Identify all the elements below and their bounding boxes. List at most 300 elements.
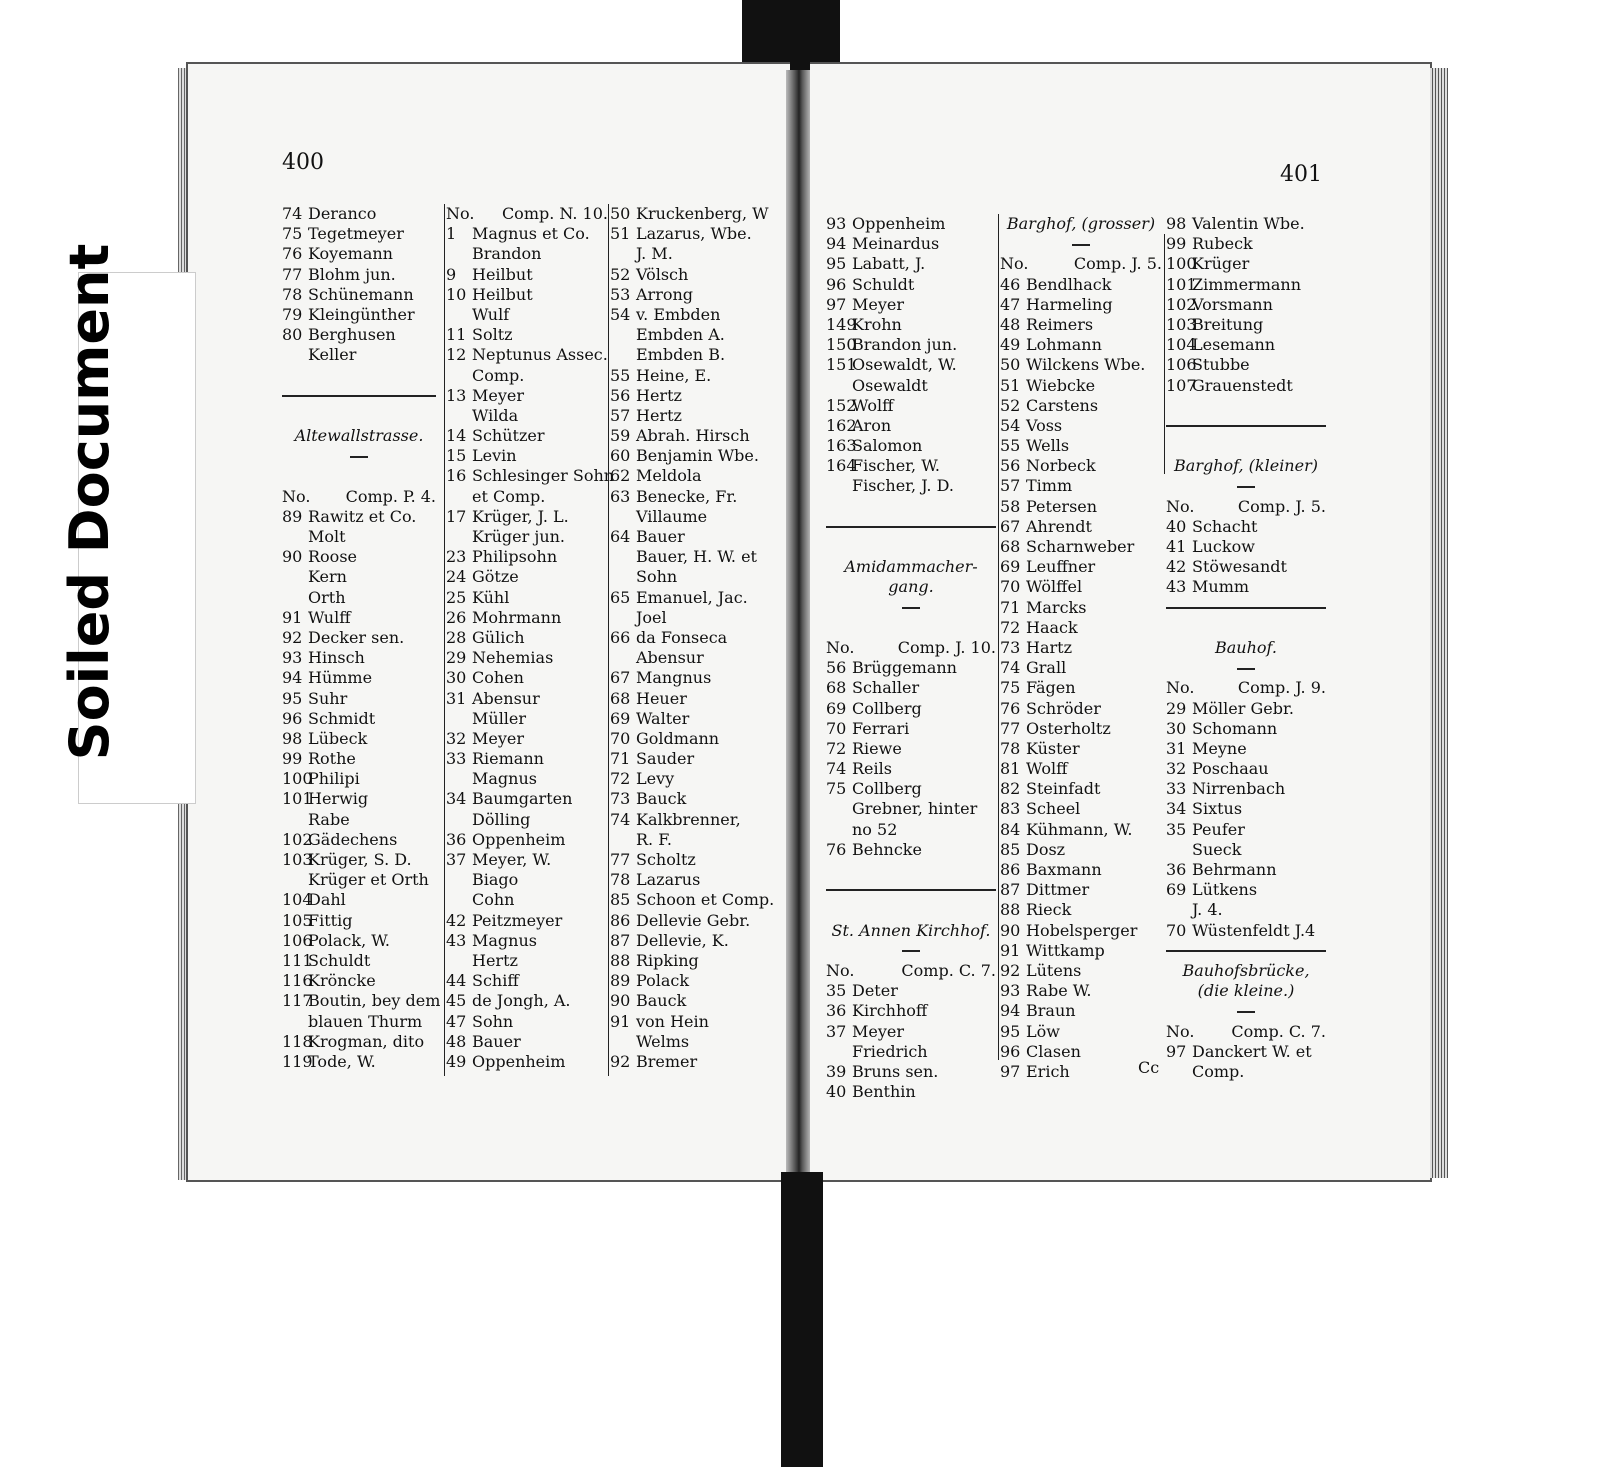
entry-number: 97 bbox=[1000, 1061, 1021, 1081]
entry-number: 81 bbox=[1000, 759, 1021, 779]
entry-name: Wolff bbox=[1026, 759, 1068, 779]
entry-name: Reils bbox=[852, 759, 892, 779]
entry-number: 67 bbox=[610, 668, 631, 688]
entry-number: 13 bbox=[446, 385, 467, 405]
list-item bbox=[446, 507, 608, 527]
list-item bbox=[446, 265, 608, 285]
entry-name: Schlesinger Sohn bbox=[472, 466, 615, 486]
entry-number: 101 bbox=[1166, 274, 1197, 294]
entry-name: Behrmann bbox=[1192, 860, 1277, 879]
entry-name: Comp. bbox=[472, 365, 525, 385]
entry-number bbox=[282, 870, 308, 890]
list-item bbox=[610, 870, 780, 890]
list-item bbox=[446, 810, 608, 830]
entry-number: 34 bbox=[446, 789, 467, 809]
entry-name: Scheel bbox=[1026, 799, 1081, 819]
list-item bbox=[1000, 577, 1162, 597]
entry-number: 12 bbox=[446, 345, 467, 365]
entry-number bbox=[282, 567, 308, 587]
list-item bbox=[610, 265, 780, 285]
entry-number: 29 bbox=[1166, 698, 1187, 718]
list-item bbox=[1000, 335, 1162, 355]
entry-name: Abensur bbox=[472, 688, 540, 708]
list-item bbox=[1000, 860, 1162, 880]
entry-name: Magnus bbox=[472, 930, 537, 950]
entry-number: 31 bbox=[1166, 738, 1187, 758]
entry-number: 77 bbox=[1000, 718, 1021, 738]
entry-name: Brandon jun. bbox=[852, 335, 958, 355]
entry-name: da Fonseca bbox=[636, 627, 728, 647]
list-item bbox=[1000, 678, 1162, 698]
entry-name: Danckert W. et bbox=[1192, 1041, 1312, 1061]
entry-name: Scholtz bbox=[636, 850, 696, 869]
spacer bbox=[826, 497, 996, 517]
list-item bbox=[826, 376, 996, 396]
entry-number: 25 bbox=[446, 587, 467, 607]
entry-number: 85 bbox=[610, 890, 631, 910]
entry-name: Krüger jun. bbox=[472, 527, 566, 546]
list-item bbox=[1000, 658, 1162, 678]
section-heading: Barghof, (kleiner) bbox=[1174, 456, 1318, 476]
entry-number: 69 bbox=[1000, 557, 1021, 577]
entry-name: Bruns sen. bbox=[852, 1061, 939, 1081]
entry-name: Schomann bbox=[1192, 718, 1278, 738]
entry-number: 53 bbox=[610, 284, 631, 304]
list-item bbox=[610, 911, 780, 931]
entry-number: 34 bbox=[1166, 799, 1187, 819]
entry-number: 44 bbox=[446, 971, 467, 991]
header-comp: Comp. J. 5. bbox=[1073, 254, 1162, 274]
entry-name: Collberg bbox=[852, 698, 922, 718]
list-item bbox=[1000, 840, 1162, 860]
spacer bbox=[826, 860, 996, 880]
list-item bbox=[446, 890, 608, 910]
entry-name: no 52 bbox=[852, 819, 898, 839]
entry-name: Poschaau bbox=[1192, 759, 1269, 779]
entry-name: Levy bbox=[636, 769, 675, 789]
entry-name: Wilckens Wbe. bbox=[1026, 355, 1146, 375]
entry-name: Sixtus bbox=[1192, 799, 1243, 819]
heading-dash bbox=[282, 446, 436, 466]
entry-name: Brandon bbox=[472, 244, 542, 264]
entry-number bbox=[610, 547, 636, 567]
entry-name: Abrah. Hirsch bbox=[636, 426, 750, 446]
entry-number bbox=[610, 244, 636, 264]
entry-number: 97 bbox=[826, 294, 847, 314]
entry-number bbox=[282, 588, 308, 608]
list-item bbox=[282, 1012, 436, 1032]
list-item bbox=[282, 789, 436, 809]
list-item bbox=[610, 406, 780, 426]
list-item bbox=[826, 1022, 996, 1042]
list-item bbox=[826, 678, 996, 698]
list-item bbox=[1166, 1042, 1326, 1062]
list-item bbox=[1000, 315, 1162, 335]
list-item bbox=[446, 285, 608, 305]
entry-number: 100 bbox=[1166, 254, 1197, 274]
list-item bbox=[826, 779, 996, 799]
list-item bbox=[282, 709, 436, 729]
entry-name: Tegetmeyer bbox=[308, 224, 404, 244]
section-heading: Bauhof. bbox=[1215, 637, 1277, 657]
entry-number bbox=[610, 325, 636, 345]
entry-name: Steinfadt bbox=[1026, 779, 1101, 799]
entry-number bbox=[446, 810, 472, 830]
entry-name: Rubeck bbox=[1192, 234, 1253, 254]
entry-name: Collberg bbox=[852, 779, 922, 799]
entry-number: 152 bbox=[826, 395, 857, 415]
entry-number: 47 bbox=[446, 1011, 467, 1031]
entry-name: Bendlhack bbox=[1026, 274, 1112, 294]
list-item bbox=[282, 810, 436, 830]
entry-number: 42 bbox=[1166, 557, 1187, 577]
entry-number: 119 bbox=[282, 1051, 313, 1071]
entry-name: Keller bbox=[308, 345, 357, 365]
entry-number bbox=[610, 567, 636, 587]
spacer bbox=[826, 900, 996, 920]
entry-number: 48 bbox=[446, 1031, 467, 1051]
heading-dash bbox=[826, 941, 996, 961]
entry-number: 88 bbox=[610, 950, 631, 970]
list-item bbox=[1166, 840, 1326, 860]
entry-name: Salomon bbox=[852, 436, 923, 456]
entry-name: Bauer, H. W. et bbox=[636, 547, 757, 567]
entry-name: Valentin Wbe. bbox=[1192, 214, 1305, 233]
list-item bbox=[1166, 335, 1326, 355]
entry-name: Benjamin Wbe. bbox=[636, 446, 759, 466]
list-item bbox=[1000, 799, 1162, 819]
entry-number: 87 bbox=[1000, 880, 1021, 900]
entry-number bbox=[446, 951, 472, 971]
list-item bbox=[826, 275, 996, 295]
entry-name: Bauer bbox=[636, 527, 685, 546]
entry-name: Schuldt bbox=[308, 950, 371, 970]
entry-number: 85 bbox=[1000, 839, 1021, 859]
entry-name: Gädechens bbox=[308, 829, 398, 849]
section-heading: (die kleine.) bbox=[1197, 981, 1295, 1001]
entry-number: 15 bbox=[446, 446, 467, 466]
list-item bbox=[610, 769, 780, 789]
right-column-2 bbox=[1000, 214, 1162, 1082]
entry-name: von Hein bbox=[636, 1011, 709, 1031]
entry-number: 28 bbox=[446, 627, 467, 647]
list-item bbox=[826, 355, 996, 375]
entry-name: Kruckenberg, W bbox=[636, 204, 769, 223]
entry-number: 33 bbox=[1166, 779, 1187, 799]
entry-name: Sohn bbox=[472, 1011, 514, 1031]
entry-number: 93 bbox=[1000, 981, 1021, 1001]
list-item bbox=[1000, 880, 1162, 900]
entry-name: Bauer bbox=[472, 1031, 521, 1051]
bookmark-ribbon-bottom bbox=[781, 1172, 823, 1467]
entry-name: Küster bbox=[1026, 738, 1080, 758]
entry-number: 118 bbox=[282, 1031, 313, 1051]
list-item bbox=[610, 487, 780, 507]
list-item bbox=[282, 951, 436, 971]
entry-name: Kirchhoff bbox=[852, 1001, 928, 1021]
entry-number bbox=[826, 820, 852, 840]
left-column-2 bbox=[446, 204, 615, 1072]
list-item bbox=[610, 951, 780, 971]
list-item bbox=[282, 345, 436, 365]
entry-name: Rothe bbox=[308, 749, 356, 769]
entry-number: 67 bbox=[1000, 516, 1021, 536]
entry-number: 54 bbox=[610, 304, 631, 324]
section-rule bbox=[826, 517, 996, 537]
entry-number bbox=[446, 890, 472, 910]
entry-name: Lütens bbox=[1026, 960, 1082, 980]
entry-number: 76 bbox=[826, 839, 847, 859]
entry-name: Stöwesandt bbox=[1192, 557, 1287, 577]
entry-name: Carstens bbox=[1026, 395, 1099, 415]
entry-name: Luckow bbox=[1192, 537, 1255, 556]
entry-number: 30 bbox=[1166, 718, 1187, 738]
list-item bbox=[446, 406, 608, 426]
entry-name: Lütkens bbox=[1192, 880, 1258, 900]
list-item bbox=[446, 366, 608, 386]
list-item bbox=[446, 567, 608, 587]
entry-number: 30 bbox=[446, 668, 467, 688]
entry-number: 74 bbox=[1000, 658, 1021, 678]
entry-number bbox=[610, 1032, 636, 1052]
entry-number: 32 bbox=[446, 728, 467, 748]
list-item bbox=[446, 1052, 608, 1072]
entry-number: 93 bbox=[826, 214, 847, 233]
entry-name: Kühl bbox=[472, 587, 510, 607]
entry-number: 65 bbox=[610, 587, 631, 607]
entry-number: 76 bbox=[1000, 698, 1021, 718]
list-item bbox=[446, 345, 608, 365]
list-item bbox=[610, 1052, 780, 1072]
entry-name: Dellevie, K. bbox=[636, 930, 729, 950]
entry-number: 70 bbox=[610, 728, 631, 748]
list-item bbox=[282, 224, 436, 244]
entry-name: Ripking bbox=[636, 950, 699, 970]
list-item bbox=[1166, 254, 1326, 274]
entry-number bbox=[282, 527, 308, 547]
entry-name: Philipi bbox=[308, 769, 360, 789]
entry-number: 95 bbox=[1000, 1021, 1021, 1041]
entry-number: 32 bbox=[1166, 759, 1187, 779]
list-item bbox=[610, 325, 780, 345]
entry-name: Petersen bbox=[1026, 496, 1098, 516]
list-item bbox=[282, 305, 436, 325]
entry-number: 86 bbox=[610, 910, 631, 930]
list-item bbox=[282, 648, 436, 668]
entry-number: 95 bbox=[282, 688, 303, 708]
list-item bbox=[610, 547, 780, 567]
entry-name: Schuldt bbox=[852, 274, 915, 294]
entry-number: 105 bbox=[282, 910, 313, 930]
entry-number: 72 bbox=[610, 769, 631, 789]
entry-name: Orth bbox=[308, 587, 346, 607]
entry-name: J. M. bbox=[636, 244, 673, 264]
list-item bbox=[610, 789, 780, 809]
entry-name: Haack bbox=[1026, 617, 1078, 637]
spacer bbox=[826, 618, 996, 638]
list-item bbox=[1000, 1001, 1162, 1021]
list-item bbox=[610, 608, 780, 628]
entry-name: Mumm bbox=[1192, 577, 1250, 597]
list-item bbox=[610, 850, 780, 870]
entry-number: 58 bbox=[1000, 496, 1021, 516]
list-item bbox=[282, 769, 436, 789]
list-item bbox=[446, 951, 608, 971]
header-comp: Comp. C. 7. bbox=[901, 960, 996, 980]
entry-name: Meyer bbox=[472, 728, 525, 748]
entry-number: 24 bbox=[446, 567, 467, 587]
entry-number bbox=[282, 1012, 308, 1032]
entry-number: 74 bbox=[826, 759, 847, 779]
list-item bbox=[826, 214, 996, 234]
entry-name: Hobelsperger bbox=[1026, 920, 1138, 940]
stamp-text: Soiled Document bbox=[58, 243, 121, 761]
entry-number: 96 bbox=[1000, 1041, 1021, 1061]
entry-number: 90 bbox=[1000, 920, 1021, 940]
entry-number: 41 bbox=[1166, 537, 1187, 556]
entry-number: 84 bbox=[1000, 819, 1021, 839]
entry-name: de Jongh, A. bbox=[472, 991, 571, 1011]
entry-number: 98 bbox=[282, 728, 303, 748]
list-item bbox=[446, 588, 608, 608]
entry-number: 104 bbox=[282, 890, 313, 910]
list-item bbox=[282, 991, 441, 1011]
entry-name: Herwig bbox=[308, 789, 369, 809]
list-item bbox=[610, 466, 780, 486]
entry-name: Norbeck bbox=[1026, 456, 1096, 476]
list-item bbox=[826, 699, 996, 719]
entry-number: 73 bbox=[1000, 637, 1021, 657]
section-rule bbox=[1166, 598, 1326, 618]
list-item bbox=[1000, 961, 1162, 981]
entry-name: Zimmermann bbox=[1192, 274, 1302, 294]
entry-number: 104 bbox=[1166, 335, 1197, 355]
entry-name: Marcks bbox=[1026, 597, 1087, 617]
entry-name: Levin bbox=[472, 446, 517, 466]
entry-name: Schaller bbox=[852, 678, 920, 698]
entry-number: 116 bbox=[282, 971, 313, 991]
entry-name: Krüger et Orth bbox=[308, 870, 429, 890]
header-comp: Comp. P. 4. bbox=[345, 486, 436, 506]
entry-number: 75 bbox=[826, 779, 847, 799]
list-item bbox=[282, 204, 436, 224]
list-item bbox=[1000, 941, 1162, 961]
entry-number bbox=[826, 376, 852, 396]
header-no: No. bbox=[1166, 496, 1195, 516]
list-item bbox=[446, 709, 608, 729]
column-divider bbox=[998, 214, 999, 1060]
entry-name: Schünemann bbox=[308, 284, 414, 304]
list-item bbox=[826, 254, 996, 274]
entry-number: 54 bbox=[1000, 415, 1021, 435]
entry-number bbox=[446, 244, 472, 264]
entry-number: 42 bbox=[446, 910, 467, 930]
entry-name: Labatt, J. bbox=[852, 254, 926, 274]
entry-name: Scharnweber bbox=[1026, 537, 1135, 556]
column-header bbox=[826, 638, 996, 658]
entry-name: Brüggemann bbox=[852, 658, 957, 678]
entry-name: Deranco bbox=[308, 204, 377, 223]
entry-name: Voss bbox=[1026, 415, 1063, 435]
page-number-right: 401 bbox=[1280, 162, 1322, 187]
list-item bbox=[282, 567, 436, 587]
list-item bbox=[446, 426, 608, 446]
list-item bbox=[282, 325, 436, 345]
list-item bbox=[826, 658, 996, 678]
entry-number: 86 bbox=[1000, 860, 1021, 879]
list-item bbox=[282, 729, 436, 749]
entry-name: Roose bbox=[308, 547, 357, 567]
list-item bbox=[1166, 214, 1326, 234]
entry-number: 49 bbox=[1000, 335, 1021, 355]
entry-number: 1 bbox=[446, 224, 457, 244]
entry-name: Deter bbox=[852, 981, 898, 1001]
entry-number: 75 bbox=[1000, 678, 1021, 698]
list-item bbox=[1000, 779, 1162, 799]
list-item bbox=[282, 890, 436, 910]
list-item bbox=[1166, 376, 1326, 396]
entry-name: Joel bbox=[636, 607, 667, 627]
list-item bbox=[826, 295, 996, 315]
entry-name: Abensur bbox=[636, 648, 704, 668]
entry-number: 151 bbox=[826, 355, 857, 375]
list-item bbox=[1166, 860, 1326, 880]
list-item bbox=[826, 759, 996, 779]
column-divider bbox=[444, 204, 445, 1076]
list-item bbox=[1000, 416, 1162, 436]
entry-number: 47 bbox=[1000, 294, 1021, 314]
header-no: No. bbox=[826, 637, 855, 657]
entry-name: Neptunus Assec. bbox=[472, 345, 608, 365]
entry-number: 50 bbox=[610, 204, 631, 223]
section-heading: gang. bbox=[888, 577, 934, 597]
header-no: No. bbox=[1166, 1021, 1195, 1041]
list-item bbox=[1000, 921, 1162, 941]
entry-number: 14 bbox=[446, 426, 467, 446]
list-item bbox=[282, 547, 436, 567]
left-page bbox=[186, 62, 790, 1182]
list-item bbox=[282, 265, 436, 285]
entry-name: Embden A. bbox=[636, 325, 725, 345]
entry-name: Kalkbrenner, bbox=[636, 809, 741, 829]
list-item bbox=[610, 345, 780, 365]
list-item bbox=[610, 366, 780, 386]
list-item bbox=[1166, 820, 1326, 840]
list-item bbox=[610, 507, 780, 527]
entry-name: Rabe W. bbox=[1026, 981, 1092, 1001]
entry-name: Dölling bbox=[472, 809, 531, 829]
entry-number: 11 bbox=[446, 325, 467, 345]
entry-number: 69 bbox=[826, 698, 847, 718]
entry-name: Magnus et Co. bbox=[472, 224, 590, 244]
list-item bbox=[282, 608, 436, 628]
entry-number: 23 bbox=[446, 547, 467, 567]
entry-name: Fägen bbox=[1026, 678, 1076, 698]
entry-number: 96 bbox=[282, 708, 303, 728]
list-item bbox=[1000, 719, 1162, 739]
list-item bbox=[610, 890, 780, 910]
right-page bbox=[810, 62, 1432, 1182]
entry-name: Rieck bbox=[1026, 900, 1072, 920]
entry-name: Welms bbox=[636, 1031, 690, 1051]
entry-name: Osewaldt, W. bbox=[852, 355, 957, 375]
list-item bbox=[1166, 739, 1326, 759]
entry-number: 51 bbox=[610, 224, 631, 244]
entry-name: Heuer bbox=[636, 688, 687, 708]
entry-name: Benecke, Fr. bbox=[636, 486, 738, 506]
list-item bbox=[610, 709, 780, 729]
entry-name: Goldmann bbox=[636, 728, 720, 748]
